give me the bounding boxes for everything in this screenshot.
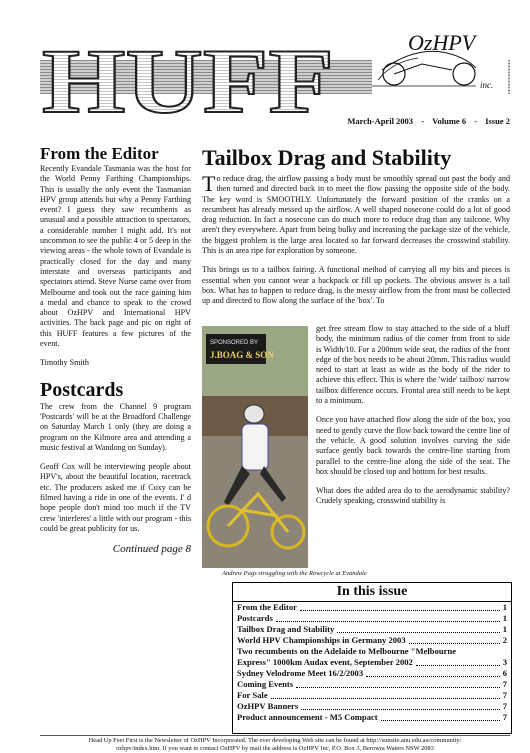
article-wrap-text [316,324,510,516]
article-paragraph: get free stream flow to stay attached to the side of a bluff body, the minimum radius of the corner from front to side is Width/10. For a 200mm wide seat, the radius of the front edge of the box needs to be about 20mm. This radius would need to start at least as wide as the body of the rider to achieve this effect. This is where the 'wide' tailbox/ narrow tailbox difference occurs. Frontal area still needs to be kept to a minimum. [316,324,510,406]
toc-item[interactable]: Postcards 1 [237,613,507,623]
article-paragraph: Once you have attached flow along the side of the box, you need to gently curve the flow back toward the centre line of the vehicle. A good solution involves curving the side surface gently back towards the centre-line starting from parallel to the centre-line along the side of the seat. The box should be closed top and bottom for best results. [316,415,510,476]
editor-paragraph: Recently Evandale Tasmania was the host for the World Penny Farthing Championships. This is usually the only event the Tasmanian HPV group attends but why a Penny Farthing event? I guess they saw recumbents as unusual and a possible attraction to spectators, a considerable number I might add. It's not uncommon to see the public 4 or 5 deep in the viewing areas - the whole town of Evandale is practically closed for the day and many interstate and overseas participants and spectators attend. Steve Nurse came over from Melbourne and took out the race gaining him a medal and chance to speak to the crowd about OzHPV and International HPV activities. The back page and pic on right of this HUFF features a few pictures of the event. [40,164,191,349]
svg-text:J.BOAG & SON: J.BOAG & SON [210,350,274,360]
issue-line: March-April 2003 - Volume 6 - Issue 2 [347,116,510,126]
svg-text:inc.: inc. [480,80,494,90]
table-of-contents [232,582,512,734]
ozhpv-logo [372,18,508,104]
postcards-heading: Postcards [40,378,124,401]
article-paragraph-text: o reduce drag, the airflow passing a body must be smoothly spread out past the body and then turned and directed back in to meet the flow passing the opposite side of the body. The key word is SMOOTHLY. Unfortunately the forward position of the cranks on a recumbent has already messed up the airflow. A well shaped nosecone could do a lot of good drag reduction. In fact a nosecone can do much more to reduce drag than any tailcone. Why aren't they everywhere. Apart from being bulky and increasing the package size of the vehicle, the biggest problem is the large area located so far forward decreases the crosswind stability. This is an area ripe for exploration by someone. [202,174,510,256]
toc-item[interactable]: OzHPV Banners 7 [237,701,507,711]
toc-title: In this issue [233,583,511,602]
svg-text:SPONSORED BY: SPONSORED BY [210,340,259,346]
svg-text:OzHPV: OzHPV [408,30,476,55]
article-paragraph [202,171,510,256]
toc-item[interactable]: Tailbox Drag and Stability 1 [237,624,507,634]
toc-item[interactable]: Coming Events 7 [237,679,507,689]
editor-signature: Timothy Smith [40,358,89,368]
postcards-paragraph: The crew from the Channel 9 program 'Postcards' will be at the Broadford Challenge on Saturday March 1 only (they are doing a program on the Kilmore area and attending a music festival at Wandong on Sunday). [40,401,191,452]
svg-text:HUFF: HUFF [42,34,334,124]
toc-item[interactable]: Sydney Velodrome Meet 16/2/2003 6 [237,668,507,678]
photo-caption: Andrew Pags struggling with the Rowcycle at Evandale [222,570,367,577]
postcards-paragraph: Geoff Cox will be interviewing people about HPV's, about the beautiful location, racetrack etc. The producers asked me if Coxy can be filmed having a ride in one of the events. I' d hope people don't mind too much if the TV crew 'interferes' a little with our program - this could be great publicity for us. [40,462,191,533]
article-paragraph: What does the added area do to the aerodynamic stability? Crudely speaking, crosswind stability is [316,486,510,506]
toc-item[interactable]: From the Editor 1 [237,602,507,612]
event-photo [202,326,308,568]
footer [40,735,510,753]
article-paragraph: This brings us to a tailbox fairing. A functional method of carrying all my bits and pieces is essential when you cannot wear a backpack or fill up pockets. The obvious answer is a tail box. What has to happen to reduce drag, is the messy airflow from the front must be collected up and directed to flow along the surface of the 'box'. To [202,265,510,306]
footer-line: ozhpv/index.htm. If you want to contact OzHPV by mail the address is OzHPV Inc, P.O. Box 3, Berowra Waters NSW 2083 [116,745,434,752]
masthead-title [40,34,340,124]
issue-number: Issue 2 [485,116,510,126]
issue-volume: Volume 6 [432,116,467,126]
continued-link[interactable]: Continued page 8 [112,543,191,556]
left-column [40,144,191,555]
drop-cap: T [202,171,216,196]
toc-item[interactable]: World HPV Championships in Germany 2003 2 [237,635,507,645]
article-heading: Tailbox Drag and Stability [202,145,452,170]
editor-heading: From the Editor [40,144,159,163]
article-body [202,171,510,316]
footer-line: Head Up Feet First is the Newsletter of OzHPV Incorporated. The ever developing Web site can be found at http://sunsite.anu.edu.au/community/ [88,737,462,744]
issue-date: March-April 2003 [347,116,414,126]
toc-item[interactable]: For Sale 7 [237,690,507,700]
toc-item[interactable]: Two recumbents on the Adelaide to Melbourne "Melbourne Express" 1000km Audax event, September 2002 3 [237,646,507,667]
toc-item[interactable]: Product announcement - M5 Compact 7 [237,712,507,722]
